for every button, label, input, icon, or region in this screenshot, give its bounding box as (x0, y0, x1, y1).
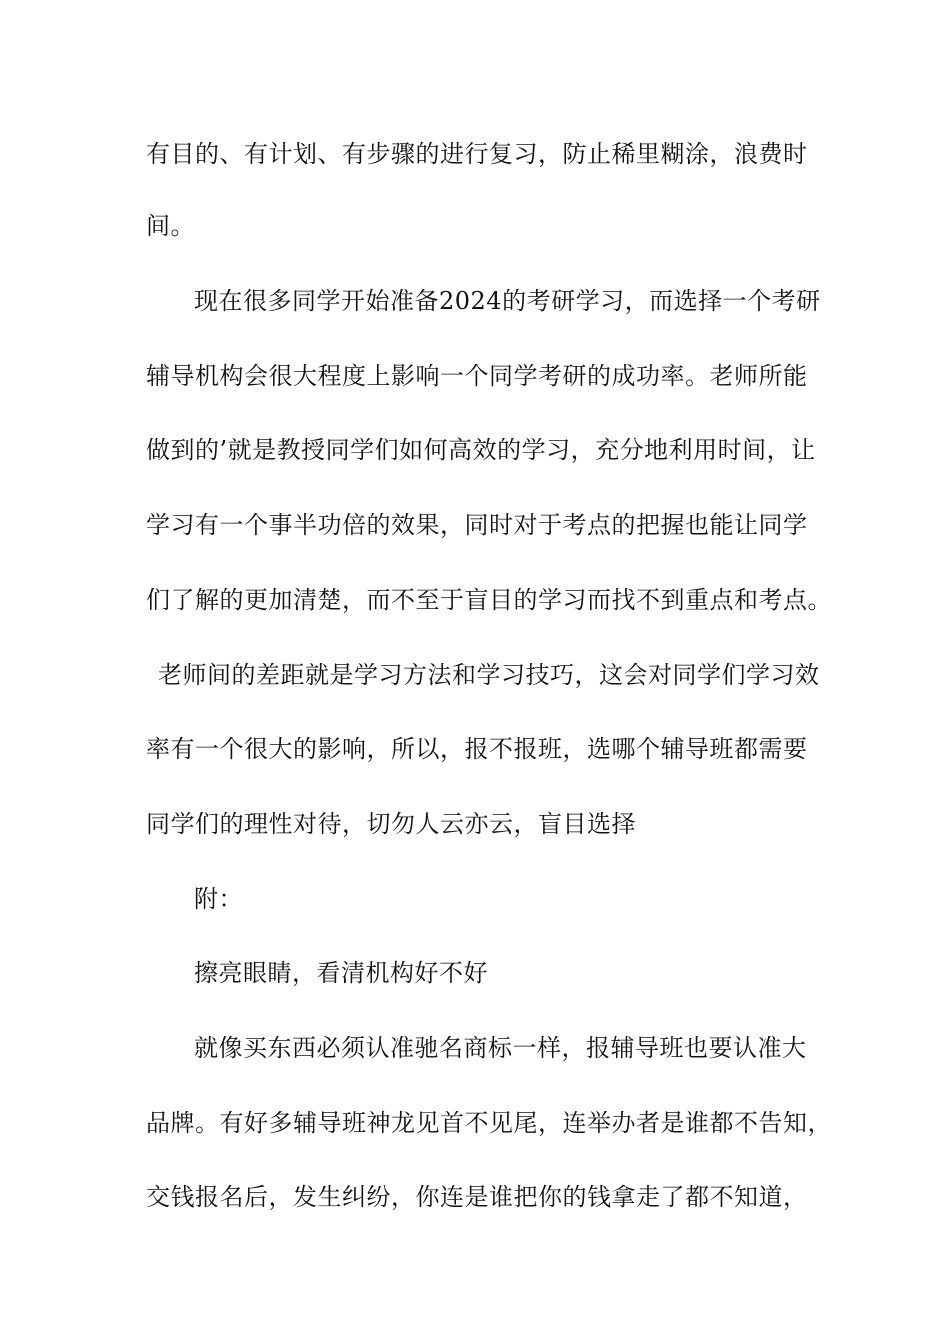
text-line-10: 同学们的理性对待，切勿人云亦云，盲目选择 (146, 810, 636, 838)
text-line-2: 间。 (146, 212, 195, 240)
text-line-3: 现在很多同学开始准备2024的考研学习，而选择一个考研 (194, 287, 821, 315)
text-line-12: 擦亮眼睛，看清机构好不好 (194, 959, 488, 987)
text-line-8: 老师间的差距就是学习方法和学习技巧，这会对同学们学习效 (158, 661, 820, 689)
text-line-11: 附： (194, 885, 243, 913)
text-line-9: 率有一个很大的影响，所以，报不报班，选哪个辅导班都需要 (146, 735, 808, 763)
text-line-7: 们了解的更加清楚，而不至于盲目的学习而找不到重点和考点。 (146, 586, 832, 614)
text-line-1: 有目的、有计划、有步骤的进行复习，防止稀里糊涂，浪费时 (146, 140, 808, 168)
text-line-14: 品牌。有好多辅导班神龙见首不见尾，连举办者是谁都不告知， (146, 1109, 832, 1137)
text-line-13: 就像买东西必须认准驰名商标一样，报辅导班也要认准大 (194, 1034, 807, 1062)
text-line-15: 交钱报名后，发生纠纷，你连是谁把你的钱拿走了都不知道， (146, 1183, 808, 1211)
text-line-4: 辅导机构会很大程度上影响一个同学考研的成功率。老师所能 (146, 362, 808, 390)
text-line-5: 做到的’就是教授同学们如何高效的学习，充分地利用时间，让 (146, 436, 816, 464)
text-line-6: 学习有一个事半功倍的效果，同时对于考点的把握也能让同学 (146, 511, 808, 539)
